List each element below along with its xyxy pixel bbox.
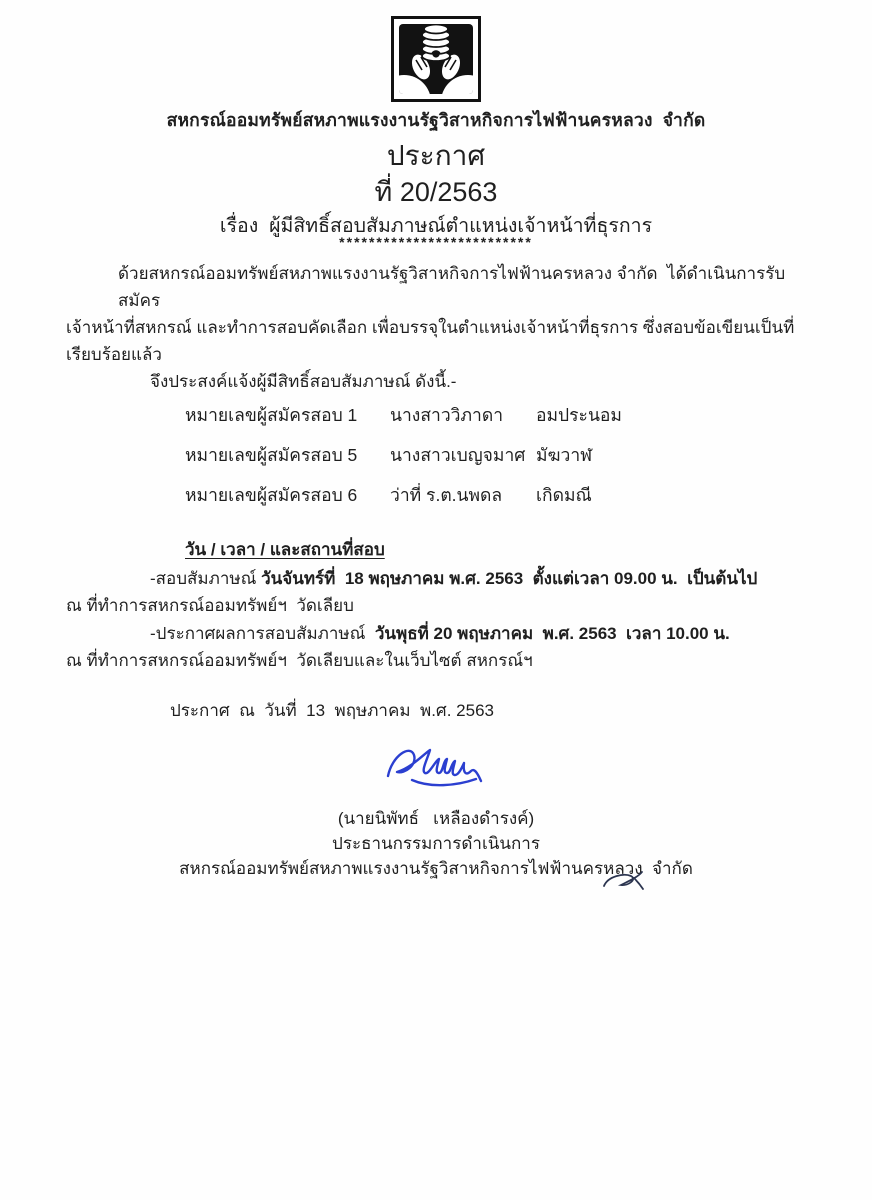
interview-location: ณ ที่ทำการสหกรณ์ออมทรัพย์ฯ วัดเลียบ: [66, 596, 354, 615]
coop-emblem-icon: [391, 16, 481, 102]
signer-name: (นายนิพัทธ์ เหลืองดำรงค์): [337, 809, 535, 828]
candidate-number: หมายเลขผู้สมัครสอบ 1: [185, 405, 358, 425]
body-line: เรียบร้อยแล้ว: [66, 345, 162, 364]
candidate-name: ว่าที่ ร.ต.นพดล: [390, 485, 503, 505]
result-schedule-line: [150, 620, 730, 647]
candidate-row: [185, 481, 592, 509]
candidate-row: [185, 401, 622, 429]
issued-date-line: ประกาศ ณ วันที่ 13 พฤษภาคม พ.ศ. 2563: [170, 701, 494, 720]
body-line: ด้วยสหกรณ์ออมทรัพย์สหภาพแรงงานรัฐวิสาหกิจการไฟฟ้านครหลวง จำกัด ได้ดำเนินการรับสมัคร: [118, 264, 786, 310]
body-paragraph: [66, 260, 814, 395]
candidate-number: หมายเลขผู้สมัครสอบ 6: [185, 485, 358, 505]
interview-prefix: -สอบสัมภาษณ์: [150, 569, 262, 588]
candidate-surname: อมประนอม: [536, 405, 622, 425]
paraph-mark-icon: [598, 866, 648, 896]
candidate-row: [185, 441, 592, 469]
interview-datetime: วันจันทร์ที่ 18 พฤษภาคม พ.ศ. 2563 ตั้งแต่เวลา 09.00 น. เป็นต้นไป: [261, 569, 758, 588]
signer-organization: สหกรณ์ออมทรัพย์สหภาพแรงงานรัฐวิสาหกิจการไฟฟ้านครหลวง จำกัด: [179, 859, 693, 878]
candidate-number: หมายเลขผู้สมัครสอบ 5: [185, 445, 358, 465]
body-line: จึงประสงค์แจ้งผู้มีสิทธิ์สอบสัมภาษณ์ ดังนี้.-: [150, 372, 457, 391]
candidate-surname: มัฆวาฬ: [536, 445, 593, 465]
candidate-name: นางสาววิภาดา: [390, 405, 504, 425]
schedule-heading: วัน / เวลา / และสถานที่สอบ: [185, 540, 385, 559]
interview-schedule-line: [150, 565, 757, 592]
candidate-name: นางสาวเบญจมาศ: [390, 445, 526, 465]
doc-subject: เรื่อง ผู้มีสิทธิ์สอบสัมภาษณ์ตำแหน่งเจ้าหน้าที่ธุรการ: [219, 215, 653, 237]
asterisk-separator: **************************: [339, 234, 533, 250]
result-prefix: -ประกาศผลการสอบสัมภาษณ์: [150, 624, 375, 643]
result-location: ณ ที่ทำการสหกรณ์ออมทรัพย์ฯ วัดเลียบและในเว็บไซต์ สหกรณ์ฯ: [66, 651, 533, 670]
signature-icon: [378, 738, 503, 796]
signer-title: ประธานกรรมการดำเนินการ: [332, 834, 540, 853]
body-line: เจ้าหน้าที่สหกรณ์ และทำการสอบคัดเลือก เพื่อบรรจุในตำแหน่งเจ้าหน้าที่ธุรการ ซึ่งสอบข้อเขียนเป็นที่: [66, 318, 795, 337]
doc-number: ที่ 20/2563: [374, 177, 498, 207]
candidate-surname: เกิดมณี: [536, 485, 592, 505]
org-name-header: สหกรณ์ออมทรัพย์สหภาพแรงงานรัฐวิสาหกิจการไฟฟ้านครหลวง จำกัด: [166, 110, 706, 130]
doc-type-title: ประกาศ: [386, 140, 486, 171]
result-datetime: วันพุธที่ 20 พฤษภาคม พ.ศ. 2563 เวลา 10.00 น.: [374, 624, 730, 643]
